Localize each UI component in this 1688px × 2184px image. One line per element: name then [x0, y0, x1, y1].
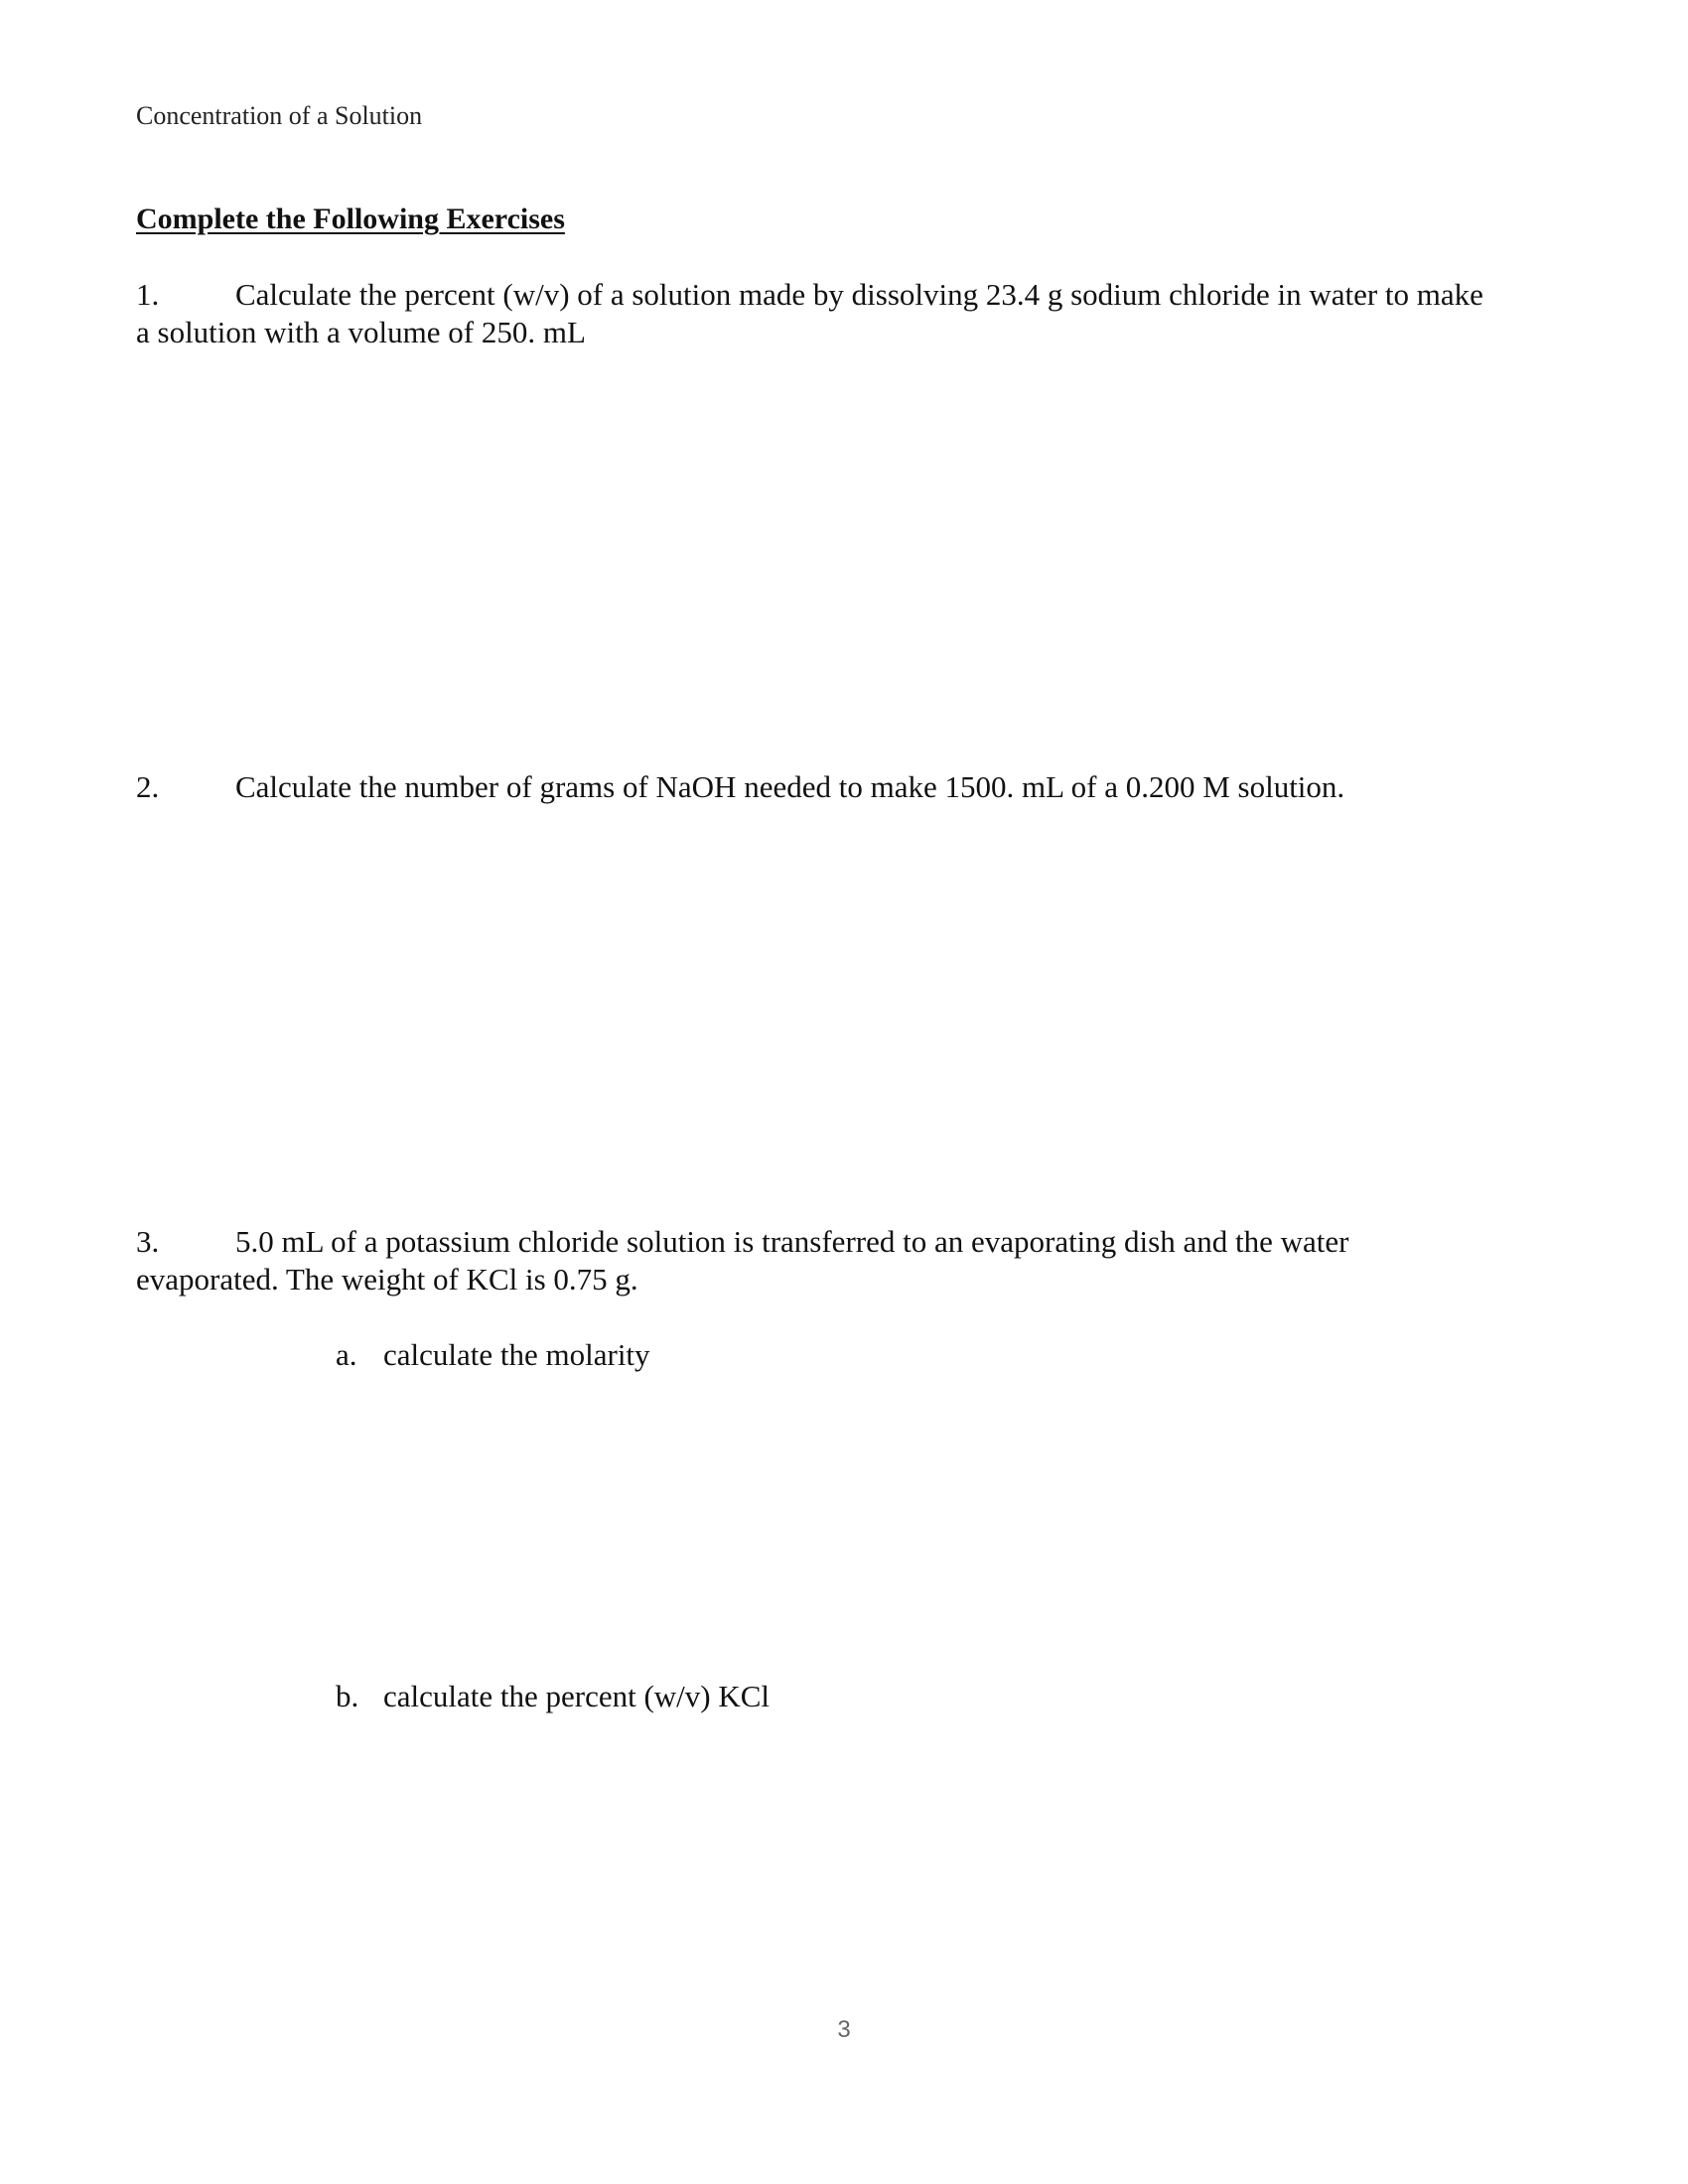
question-1-line-2: a solution with a volume of 250. mL — [136, 315, 586, 349]
question-3 — [136, 1223, 1576, 1298]
page-number: 3 — [837, 2016, 851, 2043]
question-3-line-2: evaporated. The weight of KCl is 0.75 g. — [136, 1262, 638, 1297]
part-a-letter: a. — [336, 1337, 357, 1372]
question-2-line-1 — [136, 768, 1576, 806]
question-1-number: 1. — [136, 277, 160, 312]
question-3-part-b — [336, 1678, 770, 1715]
question-3-text: 5.0 mL of a potassium chloride solution is transferred to an evaporating dish and the water — [235, 1224, 1349, 1259]
section-title: Complete the Following Exercises — [136, 203, 565, 235]
part-b-letter: b. — [336, 1679, 359, 1713]
question-1-line-1 — [136, 276, 1576, 314]
question-2-text: Calculate the number of grams of NaOH needed to make 1500. mL of a 0.200 M solution. — [235, 769, 1345, 804]
part-b-text: calculate the percent (w/v) KCl — [383, 1679, 771, 1713]
question-3-number: 3. — [136, 1224, 160, 1259]
question-1 — [136, 276, 1576, 351]
question-2-number: 2. — [136, 769, 160, 804]
part-a-text: calculate the molarity — [383, 1337, 650, 1372]
question-3-line-1 — [136, 1223, 1576, 1261]
question-2 — [136, 768, 1576, 806]
running-header: Concentration of a Solution — [136, 101, 423, 130]
question-1-text: Calculate the percent (w/v) of a solution made by dissolving 23.4 g sodium chloride in water to make — [235, 277, 1483, 312]
question-3-part-a — [336, 1336, 650, 1374]
